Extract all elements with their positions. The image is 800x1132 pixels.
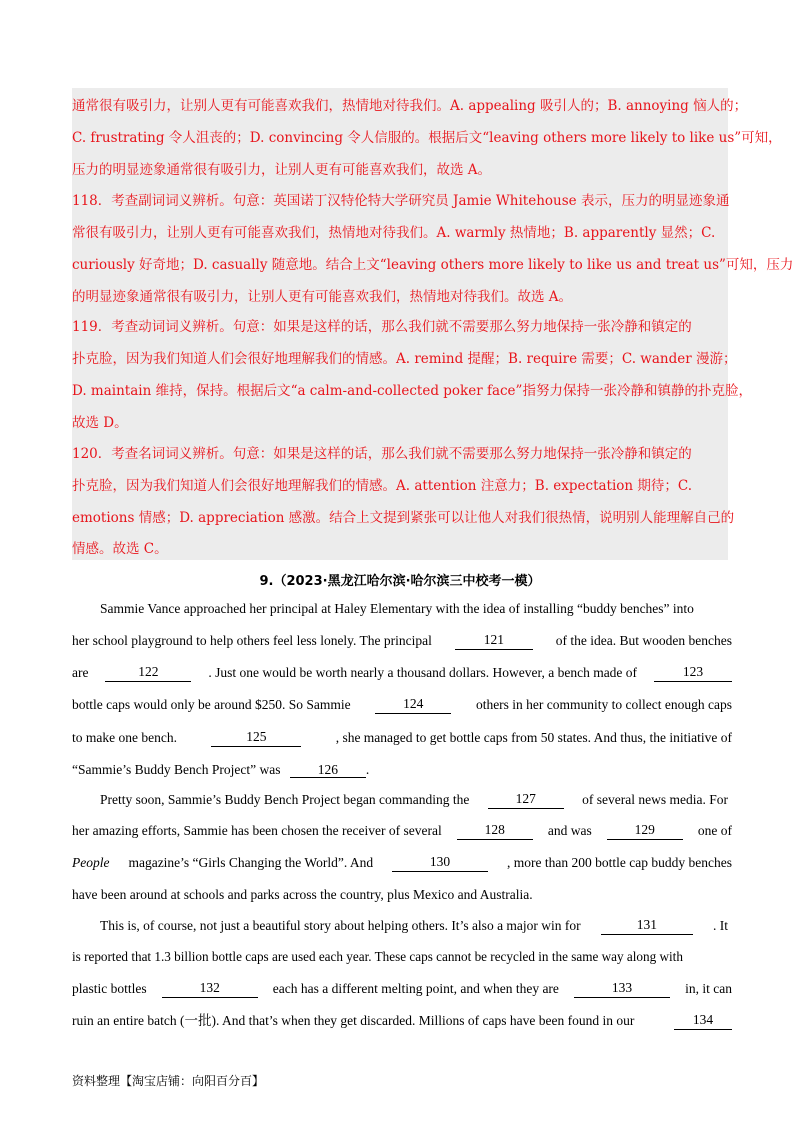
passage-text: in, it can (685, 981, 732, 996)
blank-129: 129 (607, 822, 683, 840)
answer-line: C. frustrating 令人沮丧的；D. convincing 令人信服的。根据后文“leaving others more likely to like us”可知， (72, 130, 782, 146)
passage-text: . It (712, 918, 728, 933)
answer-line: 通常很有吸引力，让别人更有可能喜欢我们，热情地对待我们。A. appealing 吸引人的；B. annoying 恼人的； (72, 98, 748, 114)
answer-line: 119．考查动词词义辨析。句意：如果是这样的话，那么我们就不需要那么努力地保持一张冷静和镇定的 (72, 319, 692, 335)
blank-134: 134 (674, 1012, 732, 1030)
answer-line: 压力的明显迹象通常很有吸引力，让别人更有可能喜欢我们，故选 A。 (72, 162, 492, 178)
passage-line (72, 822, 732, 840)
passage-text: and was (547, 823, 592, 838)
question-title: 9.（2023·黑龙江哈尔滨·哈尔滨三中校考一模） (259, 574, 541, 589)
passage-text: are (72, 665, 89, 680)
passage-line: have been around at schools and parks across the country, plus Mexico and Australia. (72, 887, 533, 902)
answer-line: 故选 D。 (72, 415, 128, 431)
answer-line: 常很有吸引力，让别人更有可能喜欢我们，热情地对待我们。A. warmly 热情地；B. apparently 显然；C. (72, 225, 716, 241)
passage-line: Sammie Vance approached her principal at Haley Elementary with the idea of installing “buddy benches” into (100, 601, 694, 616)
passage-text: others in her community to collect enough caps (475, 697, 732, 712)
passage-line (72, 1012, 732, 1030)
passage-line (72, 729, 732, 747)
blank-130: 130 (392, 854, 488, 872)
passage-text: to make one bench. (72, 730, 177, 745)
passage-line (72, 696, 732, 714)
blank-123: 123 (654, 664, 732, 682)
blank-131: 131 (601, 917, 693, 935)
passage-text: ruin an entire batch (一批). And that’s when they get discarded. Millions of caps have been found in our (72, 1013, 635, 1028)
answer-line: curiously 好奇地；D. casually 随意地。结合上文“leaving others more likely to like us and treat us”可知，压力 (72, 257, 794, 273)
passage-line: is reported that 1.3 billion bottle caps are used each year. These caps cannot be recycled in the same way along with (72, 949, 683, 964)
passage-text: of several news media. For (582, 792, 728, 807)
passage-text: , more than 200 bottle cap buddy benches (507, 855, 732, 870)
passage-text: bottle caps would only be around $250. So Sammie (72, 697, 351, 712)
passage-text: each has a different melting point, and when they are (272, 981, 559, 996)
blank-125: 125 (211, 729, 301, 747)
blank-126: 126 (290, 762, 366, 778)
blank-124: 124 (375, 696, 451, 714)
passage-line (72, 761, 732, 779)
passage-line (72, 632, 732, 650)
blank-127: 127 (488, 791, 564, 809)
answer-line: 扑克脸，因为我们知道人们会很好地理解我们的情感。A. attention 注意力；B. expectation 期待；C. (72, 478, 693, 494)
answer-line: emotions 情感；D. appreciation 感激。结合上文提到紧张可以让他人对我们很热情，说明别人能理解自己的 (72, 510, 735, 526)
answer-line: 扑克脸，因为我们知道人们会很好地理解我们的情感。A. remind 提醒；B. require 需要；C. wander 漫游； (72, 351, 737, 367)
blank-132: 132 (162, 980, 258, 998)
passage-text: magazine’s “Girls Changing the World”. And (128, 855, 374, 870)
passage-text: one of (697, 823, 732, 838)
passage-text: her school playground to help others feel less lonely. The principal (72, 633, 432, 648)
answer-line: 118．考查副词词义辨析。句意：英国诺丁汉特伦特大学研究员 Jamie Whitehouse 表示，压力的明显迹象通 (72, 193, 730, 209)
passage-line (72, 854, 732, 872)
passage-text: of the idea. But wooden benches (555, 633, 732, 648)
answer-line: 120．考查名词词义辨析。句意：如果是这样的话，那么我们就不需要那么努力地保持一张冷静和镇定的 (72, 446, 692, 462)
blank-122: 122 (105, 664, 191, 682)
blank-133: 133 (574, 980, 670, 998)
passage-text: Pretty soon, Sammie’s Buddy Bench Project began commanding the (100, 792, 470, 807)
passage-text: , she managed to get bottle caps from 50 states. And thus, the initiative of (335, 730, 732, 745)
answer-line: 情感。故选 C。 (72, 541, 168, 557)
answer-line: 的明显迹象通常很有吸引力，让别人更有可能喜欢我们，热情地对待我们。故选 A。 (72, 289, 573, 305)
passage-italic-text: People (72, 855, 110, 870)
passage-text: plastic bottles (72, 981, 147, 996)
answer-line: D. maintain 维持，保持。根据后文“a calm-and-collected poker face”指努力保持一张冷静和镇静的扑克脸， (72, 383, 752, 399)
passage-line (100, 791, 728, 809)
passage-text: . Just one would be worth nearly a thousand dollars. However, a bench made of (208, 665, 638, 680)
passage-line (72, 664, 732, 682)
blank-121: 121 (455, 632, 533, 650)
passage-line (100, 917, 728, 935)
passage-text: . (365, 762, 370, 777)
passage-text: This is, of course, not just a beautiful story about helping others. It’s also a major win for (100, 918, 581, 933)
blank-128: 128 (457, 822, 533, 840)
page-footer: 资料整理【淘宝店铺：向阳百分百】 (72, 1074, 265, 1088)
passage-text: her amazing efforts, Sammie has been chosen the receiver of several (72, 823, 442, 838)
passage-text: “Sammie’s Buddy Bench Project” was (72, 762, 281, 777)
passage-line (72, 980, 732, 998)
